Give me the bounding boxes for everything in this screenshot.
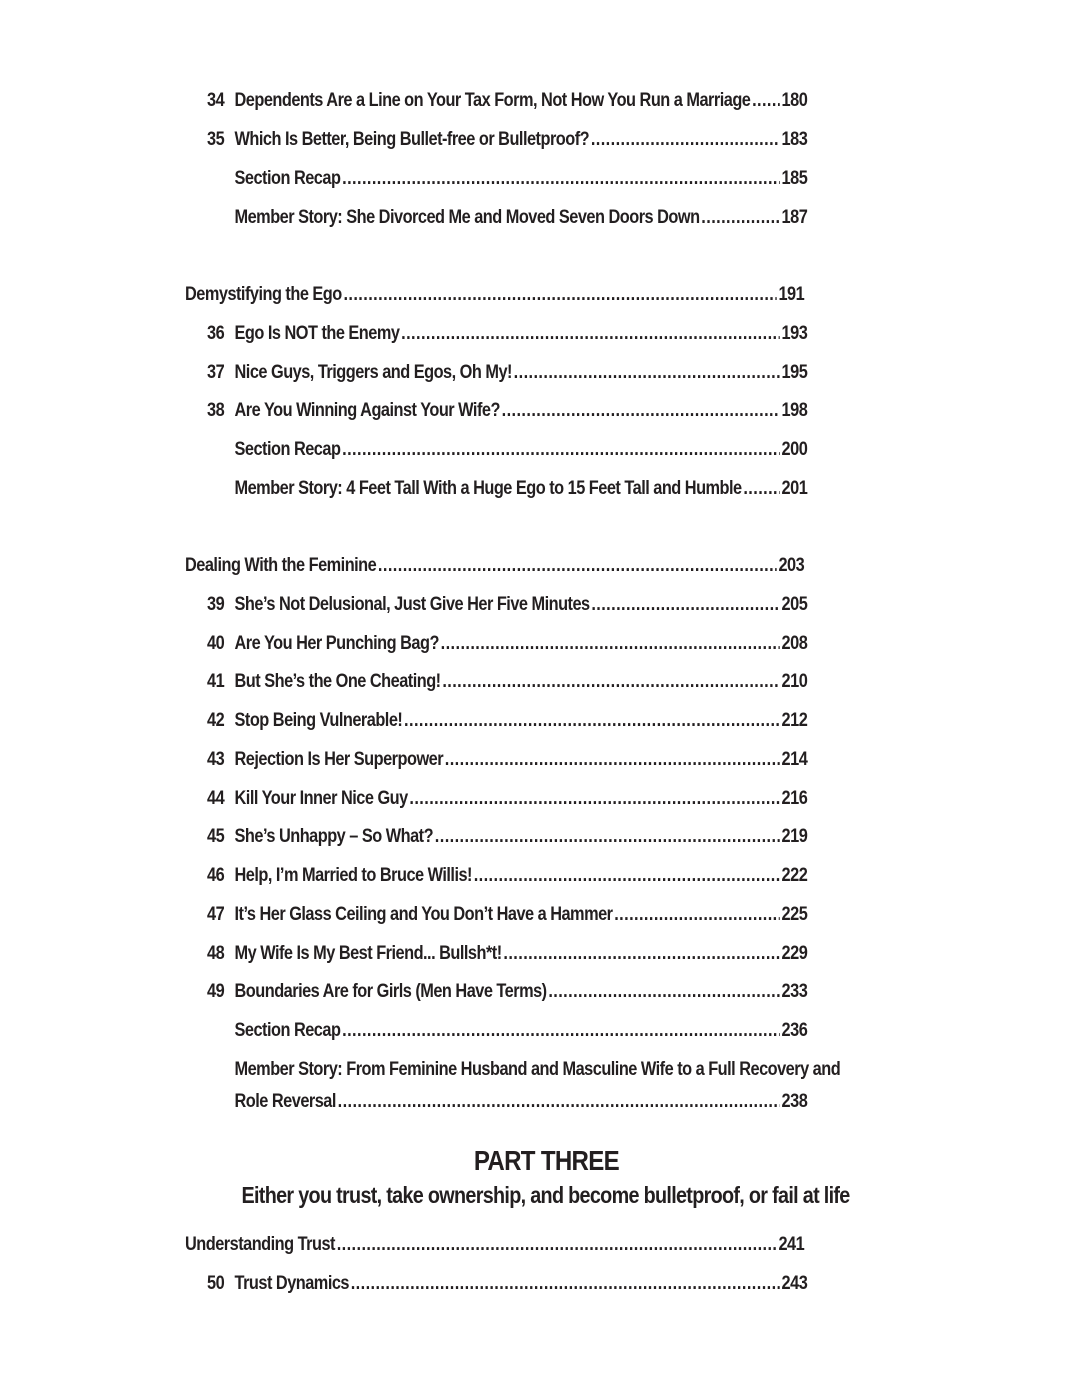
dot-leader — [614, 904, 780, 926]
chapter-title: Stop Being Vulnerable! — [234, 710, 403, 731]
toc-section-dealing-with-the-feminine[interactable] — [185, 555, 804, 585]
toc-entry-chapter-43[interactable] — [207, 749, 807, 779]
entry-title: Member Story: 4 Feet Tall With a Huge Ego to 15 Feet Tall and Humble — [234, 478, 742, 499]
part-heading: PART THREE — [473, 1145, 619, 1176]
chapter-number: 35 — [207, 129, 225, 150]
chapter-title: Which Is Better, Being Bullet-free or Bulletproof? — [234, 129, 590, 150]
chapter-title: Boundaries Are for Girls (Men Have Terms) — [234, 981, 547, 1002]
page-number: 229 — [781, 943, 808, 964]
section-title: Understanding Trust — [185, 1234, 335, 1255]
chapter-title: Nice Guys, Triggers and Egos, Oh My! — [234, 362, 512, 383]
chapter-title: Rejection Is Her Superpower — [234, 749, 444, 770]
page-number: 241 — [778, 1234, 805, 1255]
toc-entry-section-recap[interactable] — [207, 1020, 807, 1050]
chapter-number: 49 — [207, 981, 225, 1002]
section-title: Demystifying the Ego — [185, 284, 342, 305]
chapter-number: 45 — [207, 826, 225, 847]
chapter-title: Trust Dynamics — [234, 1273, 349, 1294]
toc-entry-member-story[interactable] — [207, 207, 807, 237]
dot-leader — [442, 671, 780, 693]
dot-leader — [701, 207, 780, 229]
toc-entry-chapter-34[interactable] — [207, 90, 807, 120]
toc-entry-chapter-45[interactable] — [207, 826, 807, 856]
dot-leader — [591, 594, 780, 616]
dot-leader — [441, 633, 780, 655]
dot-leader — [503, 943, 779, 965]
page-number: 233 — [781, 981, 808, 1002]
toc-entry-chapter-42[interactable] — [207, 710, 807, 740]
toc-entry-section-recap[interactable] — [207, 439, 807, 469]
page-number: 193 — [781, 323, 808, 344]
page-number: 216 — [781, 788, 808, 809]
chapter-number: 37 — [207, 362, 225, 383]
toc-entry-chapter-47[interactable] — [207, 904, 807, 934]
chapter-title: My Wife Is My Best Friend... Bullsh*t! — [234, 943, 502, 964]
toc-entry-chapter-50[interactable] — [207, 1273, 807, 1303]
chapter-title: Kill Your Inner Nice Guy — [234, 788, 408, 809]
dot-leader — [378, 555, 777, 577]
part-subtitle: Either you trust, take ownership, and become bulletproof, or fail at life — [241, 1182, 851, 1208]
chapter-number: 42 — [207, 710, 225, 731]
dot-leader — [743, 478, 779, 500]
chapter-title: She’s Not Delusional, Just Give Her Five Minutes — [234, 594, 590, 615]
page-number: 238 — [781, 1091, 808, 1112]
page-number: 205 — [781, 594, 808, 615]
entry-title: Section Recap — [234, 1020, 341, 1041]
chapter-number: 41 — [207, 671, 225, 692]
page-number: 236 — [781, 1020, 808, 1041]
page-number: 198 — [781, 400, 808, 421]
page-number: 208 — [781, 633, 808, 654]
chapter-number: 39 — [207, 594, 225, 615]
chapter-number: 40 — [207, 633, 225, 654]
toc-section-demystifying-the-ego[interactable] — [185, 284, 804, 314]
toc-entry-chapter-41[interactable] — [207, 671, 807, 701]
page-number: 214 — [781, 749, 808, 770]
entry-title: Section Recap — [234, 439, 341, 460]
toc-entry-chapter-36[interactable] — [207, 323, 807, 353]
dot-leader — [502, 400, 780, 422]
dot-leader — [445, 749, 780, 771]
dot-leader — [514, 362, 780, 384]
dot-leader — [337, 1234, 777, 1256]
dot-leader — [591, 129, 780, 151]
entry-title-continued: Role Reversal — [234, 1091, 336, 1112]
chapter-number: 43 — [207, 749, 225, 770]
dot-leader — [338, 1091, 780, 1113]
toc-entry-chapter-40[interactable] — [207, 633, 807, 663]
toc-entry-chapter-44[interactable] — [207, 788, 807, 818]
toc-section-understanding-trust[interactable] — [185, 1234, 804, 1264]
chapter-title: But She’s the One Cheating! — [234, 671, 441, 692]
toc-entry-chapter-46[interactable] — [207, 865, 807, 895]
entry-title: Member Story: She Divorced Me and Moved Seven Doors Down — [234, 207, 700, 228]
page-number: 185 — [781, 168, 808, 189]
dot-leader — [404, 710, 780, 732]
section-title: Dealing With the Feminine — [185, 555, 377, 576]
page-number: 200 — [781, 439, 808, 460]
page-number: 201 — [781, 478, 808, 499]
toc-entry-chapter-38[interactable] — [207, 400, 807, 430]
dot-leader — [342, 168, 780, 190]
chapter-title: She’s Unhappy – So What? — [234, 826, 434, 847]
chapter-number: 34 — [207, 90, 225, 111]
page-number: 180 — [781, 90, 808, 111]
chapter-title: Are You Her Punching Bag? — [234, 633, 439, 654]
chapter-number: 47 — [207, 904, 225, 925]
chapter-title: Help, I’m Married to Bruce Willis! — [234, 865, 472, 886]
page-number: 210 — [781, 671, 808, 692]
dot-leader — [342, 439, 780, 461]
page-number: 219 — [781, 826, 808, 847]
dot-leader — [435, 826, 780, 848]
dot-leader — [401, 323, 780, 345]
chapter-title: Ego Is NOT the Enemy — [234, 323, 400, 344]
chapter-title: Are You Winning Against Your Wife? — [234, 400, 500, 421]
dot-leader — [343, 284, 776, 306]
chapter-number: 46 — [207, 865, 225, 886]
page-number: 183 — [781, 129, 808, 150]
page-number: 191 — [778, 284, 805, 305]
toc-entry-chapter-35[interactable] — [207, 129, 807, 159]
dot-leader — [548, 981, 780, 1003]
chapter-number: 48 — [207, 943, 225, 964]
entry-title: Member Story: From Feminine Husband and Masculine Wife to a Full Recovery and — [234, 1059, 841, 1080]
toc-entry-member-story-line2[interactable] — [207, 1091, 807, 1121]
toc-entry-member-story-line1[interactable] — [207, 1059, 841, 1089]
chapter-number: 38 — [207, 400, 225, 421]
chapter-title: Dependents Are a Line on Your Tax Form, Not How You Run a Marriage — [234, 90, 751, 111]
chapter-number: 44 — [207, 788, 225, 809]
page-number: 225 — [781, 904, 808, 925]
page-number: 187 — [781, 207, 808, 228]
page-number: 243 — [781, 1273, 808, 1294]
toc-entry-chapter-48[interactable] — [207, 943, 807, 973]
chapter-number: 50 — [207, 1273, 225, 1294]
toc-entry-section-recap[interactable] — [207, 168, 807, 198]
page-number: 203 — [778, 555, 805, 576]
chapter-title: It’s Her Glass Ceiling and You Don’t Have a Hammer — [234, 904, 613, 925]
dot-leader — [351, 1273, 780, 1295]
dot-leader — [342, 1020, 780, 1042]
toc-entry-member-story[interactable] — [207, 478, 807, 508]
page-number: 222 — [781, 865, 808, 886]
toc-entry-chapter-49[interactable] — [207, 981, 807, 1011]
dot-leader — [752, 90, 780, 112]
dot-leader — [409, 788, 779, 810]
toc-entry-chapter-39[interactable] — [207, 594, 807, 624]
page-number: 212 — [781, 710, 808, 731]
dot-leader — [474, 865, 780, 887]
toc-entry-chapter-37[interactable] — [207, 362, 807, 392]
page-number: 195 — [781, 362, 808, 383]
chapter-number: 36 — [207, 323, 225, 344]
entry-title: Section Recap — [234, 168, 341, 189]
